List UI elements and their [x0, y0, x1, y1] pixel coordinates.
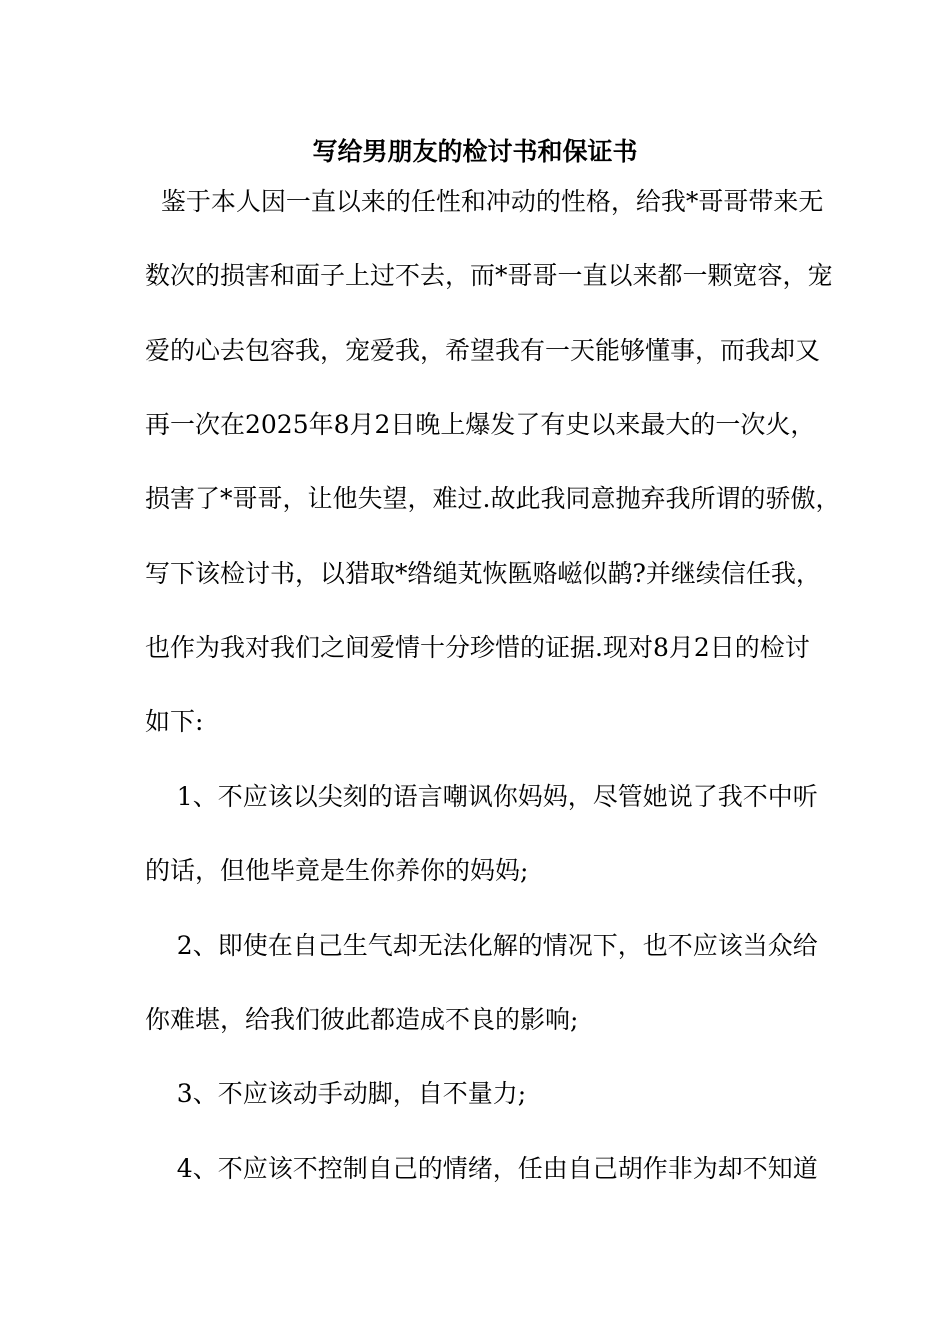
paragraph-line-7: 也作为我对我们之间爱情十分珍惜的证据.现对8月2日的检讨 — [145, 633, 810, 662]
paragraph-line-5: 损害了*哥哥，让他失望，难过.故此我同意抛弃我所谓的骄傲， — [145, 484, 841, 513]
list-item-4-line-1: 4、不应该不控制自己的情绪，任由自己胡作非为却不知道 — [145, 1154, 818, 1183]
list-item-3-line-1: 3、不应该动手动脚，自不量力; — [145, 1079, 527, 1108]
paragraph-line-2: 数次的损害和面子上过不去，而*哥哥一直以来都一颗宽容，宠 — [145, 261, 833, 290]
list-item-1-line-2: 的话，但他毕竟是生你养你的妈妈; — [145, 856, 529, 885]
paragraph-line-6: 写下该检讨书，以猎取*绺缒芄恢匦赂嵫似鹋?并继续信任我， — [145, 559, 821, 588]
document-title: 写给男朋友的检讨书和保证书 — [312, 137, 638, 166]
paragraph-line-3: 爱的心去包容我，宠爱我，希望我有一天能够懂事，而我却又 — [145, 336, 821, 365]
list-item-1-line-1: 1、不应该以尖刻的语言嘲讽你妈妈，尽管她说了我不中听 — [145, 782, 818, 811]
list-item-2-line-1: 2、即使在自己生气却无法化解的情况下，也不应该当众给 — [145, 931, 818, 960]
list-item-2-line-2: 你难堪，给我们彼此都造成不良的影响; — [145, 1005, 579, 1034]
paragraph-line-4: 再一次在2025年8月2日晚上爆发了有史以来最大的一次火， — [145, 410, 816, 439]
paragraph-line-1: 鉴于本人因一直以来的任性和冲动的性格，给我*哥哥带来无 — [145, 187, 824, 216]
paragraph-line-8: 如下: — [145, 707, 204, 736]
